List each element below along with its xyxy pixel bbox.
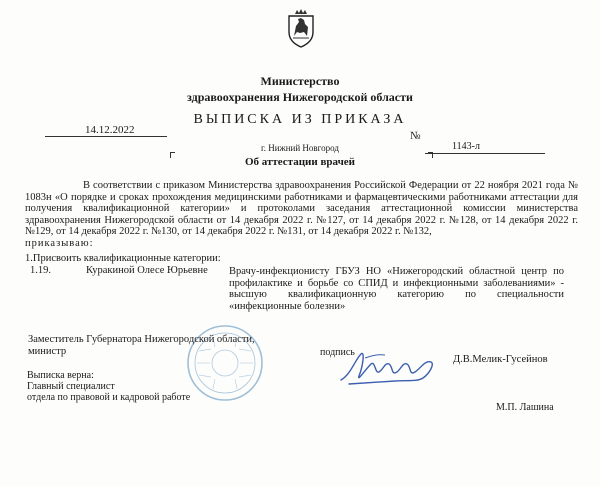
copy-line2: Главный специалист	[27, 381, 115, 392]
number-underline	[425, 153, 545, 154]
date-underline	[45, 136, 167, 137]
order-number: 1143-л	[452, 141, 480, 152]
item-number: 1.19.	[30, 265, 51, 276]
ministry-name-line1: Министерство	[260, 74, 340, 88]
city: г. Нижний Новгород	[261, 143, 339, 153]
signatory-position-line1: Заместитель Губернатора Нижегородской области,	[28, 334, 255, 345]
signatory-position	[28, 334, 255, 358]
orders-word: приказываю:	[25, 238, 94, 249]
coat-of-arms-icon	[285, 8, 317, 48]
copy-certification	[27, 370, 190, 403]
signatory-position-line2: министр	[28, 346, 67, 357]
item-description: Врачу-инфекционисту ГБУЗ НО «Нижегородский областной центр по профилактике и борьбе со СПИД и инфекционными заболеваниями» - высшую квалификационную категорию по специальности «инфекционные болезни»	[229, 266, 564, 312]
signer-name: Д.В.Мелик-Гусейнов	[453, 354, 548, 365]
copy-line3: отдела по правовой и кадровой работе	[27, 392, 191, 403]
order-date: 14.12.2022	[85, 124, 135, 136]
item-heading: 1.Присвоить квалификационные категории:	[25, 253, 221, 264]
certifier-name: М.П. Лашина	[496, 402, 554, 413]
signature-label: подпись	[320, 347, 355, 358]
preamble-paragraph: В соответствии с приказом Министерства здравоохранения Российской Федерации от 22 ноября 2021 года № 1083н «О порядке и сроках прохождения медицинскими работниками и фармацевтическими работниками аттестации для получения квалификационной категории» и протоколами заседания аттестационной комиссии министерства здравоохранения Нижегородской области от 14 декабря 2022 г. №127, от 14 декабря 2022 г. №128, от 14 декабря 2022 г. №129, от 14 декабря 2022 г. №130, от 14 декабря 2022 г. №131, от 14 декабря 2022 г. №132,	[25, 180, 578, 237]
copy-line1: Выписка верна:	[27, 370, 94, 381]
number-sign: №	[410, 130, 421, 142]
item-person-name: Куракиной Олесе Юрьевне	[86, 265, 208, 276]
ministry-name-line2: здравоохранения Нижегородской области	[187, 90, 413, 104]
order-subject: Об аттестации врачей	[244, 156, 356, 168]
document-title: ВЫПИСКА ИЗ ПРИКАЗА	[193, 112, 407, 127]
